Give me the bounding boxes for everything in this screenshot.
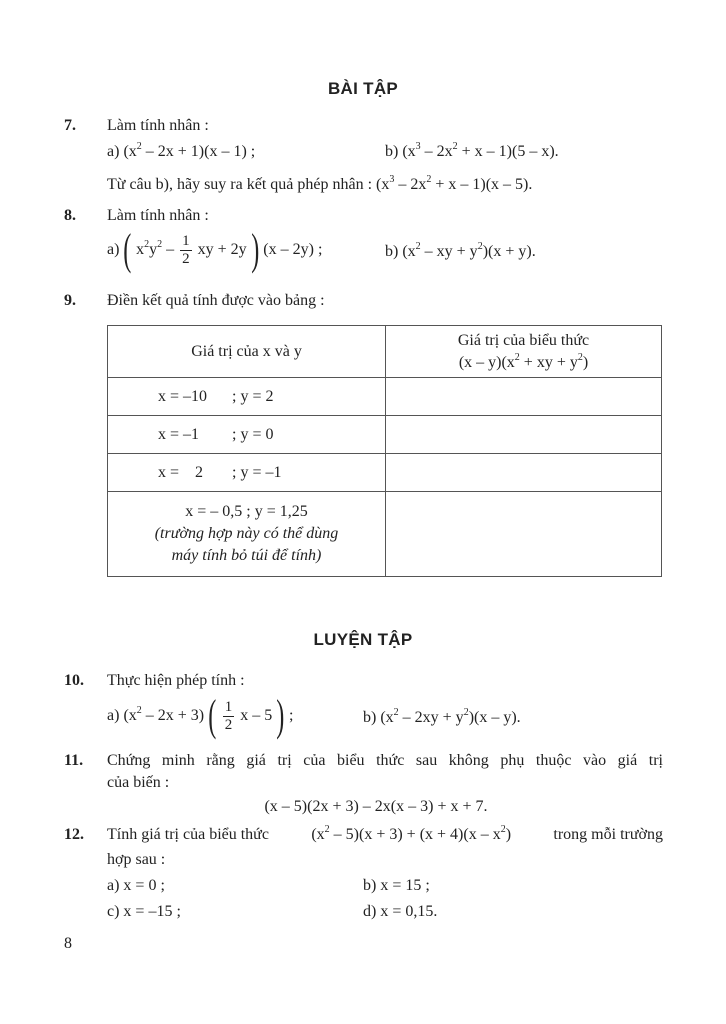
problem-8b-label: b) bbox=[385, 243, 399, 260]
problem-7b bbox=[385, 143, 559, 161]
right-paren: ) bbox=[276, 691, 285, 740]
table-cell-result[interactable] bbox=[386, 416, 662, 454]
table-header-expression-label: Giá trị của biểu thức bbox=[457, 331, 590, 349]
problem-11-line2: của biến : bbox=[107, 774, 170, 791]
problem-8b bbox=[385, 243, 536, 261]
calculator-note-line2: máy tính bỏ túi để tính) bbox=[171, 547, 322, 564]
problem-8a-term2: xy + 2y bbox=[197, 241, 247, 258]
problem-12-line2: hợp sau : bbox=[107, 851, 166, 868]
row-y-value: ; y = 1,25 bbox=[246, 503, 308, 520]
calculator-note-line1: (trường hợp này có thể dùng bbox=[154, 525, 339, 542]
table-row bbox=[108, 378, 662, 416]
problem-8-intro: Làm tính nhân : bbox=[107, 207, 209, 224]
table-header-xy: Giá trị của x và y bbox=[108, 326, 386, 378]
problem-10a-end: ; bbox=[288, 707, 294, 724]
problem-12-tail: trong mỗi trường bbox=[553, 826, 663, 843]
problem-9-number: 9. bbox=[64, 292, 76, 309]
problem-10a-term: $(x^2 - 2x + 3)$ bbox=[123, 705, 205, 724]
fraction-one-half: $\frac{1}{2}$ bbox=[182, 233, 190, 267]
problem-10b-label: b) bbox=[363, 709, 377, 726]
problem-11-line1: Chứng minh rằng giá trị của biểu thức sau không phụ thuộc vào giá trị bbox=[107, 752, 663, 769]
right-paren: ) bbox=[250, 225, 259, 274]
table-cell-xy bbox=[108, 492, 386, 577]
problem-8a-term3: (x – 2y) ; bbox=[263, 241, 323, 258]
problem-9-intro: Điền kết quả tính được vào bảng : bbox=[107, 292, 325, 309]
problem-7-intro: Làm tính nhân : bbox=[107, 117, 209, 134]
problem-10a-term2: x – 5 bbox=[240, 707, 273, 724]
problem-11-number: 11. bbox=[64, 752, 84, 769]
left-paren: ( bbox=[123, 225, 132, 274]
table-cell-result[interactable] bbox=[386, 492, 662, 577]
row-y-value: ; y = 2 bbox=[232, 387, 274, 405]
row-x-value: x = – 0,5 bbox=[185, 503, 243, 520]
section-title-bai-tap: BÀI TẬP bbox=[327, 79, 399, 98]
row-y-value: ; y = –1 bbox=[232, 463, 282, 481]
problem-10-number: 10. bbox=[64, 672, 84, 689]
problem-12-line1 bbox=[107, 826, 663, 844]
problem-10a bbox=[107, 691, 294, 740]
table-header-expression bbox=[386, 326, 662, 378]
problem-10a-label: a) bbox=[107, 707, 120, 724]
problem-7b-label: b) bbox=[385, 143, 399, 160]
problem-7-note-text: Từ câu b), hãy suy ra kết quả phép nhân : bbox=[107, 176, 373, 193]
table-cell-xy bbox=[108, 378, 386, 416]
problem-8a-label: a) bbox=[107, 241, 120, 258]
problem-10b-expr: $(x^2 - 2xy + y^2)(x - y)$. bbox=[380, 707, 521, 726]
problem-12-number: 12. bbox=[64, 826, 84, 843]
table-row bbox=[108, 492, 662, 577]
problem-12-case-b: b) x = 15 ; bbox=[363, 877, 430, 894]
problem-8b-expr: ($x^2$ – xy + $y^2)(x + y)$. bbox=[402, 241, 536, 260]
problem-8a bbox=[107, 225, 323, 274]
fraction-one-half: $\frac{1}{2}$ bbox=[224, 699, 233, 733]
problem-11-expression: (x – 5)(2x + 3) – 2x(x – 3) + x + 7. bbox=[264, 798, 488, 815]
problem-10-intro: Thực hiện phép tính : bbox=[107, 672, 245, 689]
problem-8-number: 8. bbox=[64, 207, 76, 224]
section-title-luyen-tap: LUYỆN TẬP bbox=[313, 630, 413, 649]
page-number: 8 bbox=[64, 935, 72, 952]
row-x-value: x = 2 bbox=[158, 463, 204, 481]
problem-12-case-a: a) x = 0 ; bbox=[107, 877, 165, 894]
problem-7a-expr: $(x^2 - 2x + 1)(x - 1)$ ; bbox=[123, 141, 256, 160]
row-x-value: x = –1 bbox=[158, 425, 200, 443]
problem-7-note-expr: $(x^3 - 2x^2 + x - 1)(x - 5)$. bbox=[376, 174, 533, 193]
value-table bbox=[107, 325, 662, 577]
problem-10b bbox=[363, 709, 521, 727]
table-cell-xy bbox=[108, 454, 386, 492]
problem-8a-term: $x^2y^2$ – bbox=[136, 239, 175, 258]
problem-7-number: 7. bbox=[64, 117, 76, 134]
problem-7-note bbox=[107, 176, 532, 194]
table-cell-xy bbox=[108, 416, 386, 454]
table-row bbox=[108, 454, 662, 492]
problem-12-case-d: d) x = 0,15. bbox=[363, 903, 438, 920]
problem-7a-label: a) bbox=[107, 143, 120, 160]
table-cell-result[interactable] bbox=[386, 378, 662, 416]
row-y-value: ; y = 0 bbox=[232, 425, 274, 443]
row-x-value: x = –10 bbox=[158, 387, 208, 405]
table-cell-result[interactable] bbox=[386, 454, 662, 492]
problem-12-expr: $(x^2 - 5)(x + 3) + (x + 4)(x - x^2)$ bbox=[311, 824, 512, 843]
problem-12-lead: Tính giá trị của biểu thức bbox=[107, 826, 269, 843]
problem-7a bbox=[107, 143, 255, 161]
table-row bbox=[108, 416, 662, 454]
problem-7b-expr: $(x^3 - 2x^2 + x - 1)(5 - x)$. bbox=[402, 141, 559, 160]
left-paren: ( bbox=[208, 691, 217, 740]
table-header-row bbox=[108, 326, 662, 378]
table-header-expression-formula: $(x - y)(x^2$ + xy + $y^2$) bbox=[458, 351, 589, 371]
problem-12-case-c: c) x = –15 ; bbox=[107, 903, 181, 920]
